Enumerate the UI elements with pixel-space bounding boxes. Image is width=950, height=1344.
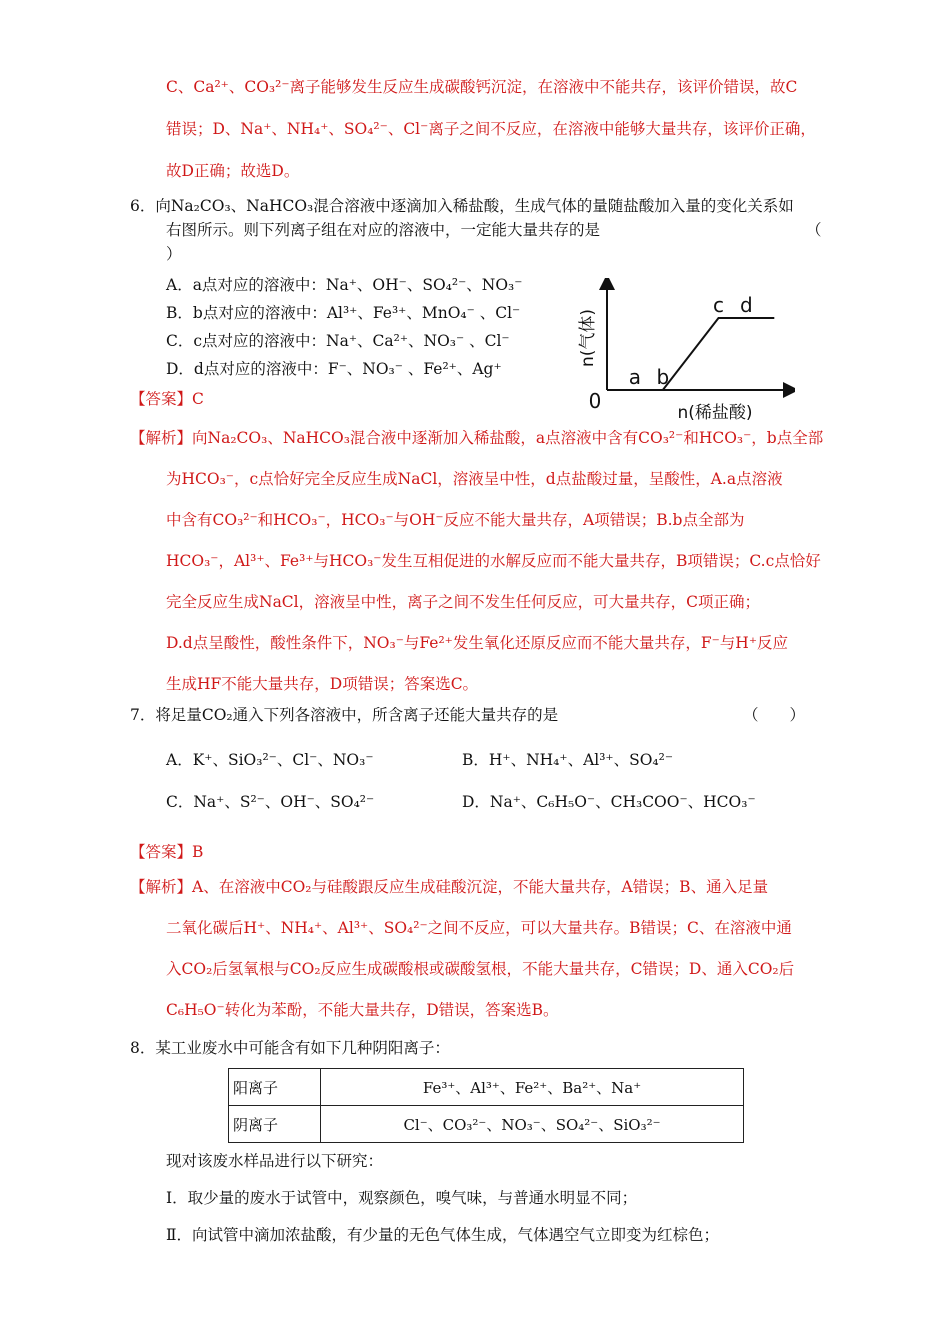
q7-analysis-line-2: 二氧化碳后H⁺、NH₄⁺、Al³⁺、SO₄²⁻之间不反应，可以大量共存。B错误；C、在溶液中通 (166, 919, 792, 937)
q6-analysis-tag: 【解析】 (130, 429, 193, 447)
q7-option-b: B．H⁺、NH₄⁺、Al³⁺、SO₄²⁻ (462, 751, 674, 769)
q7-analysis-tag: 【解析】 (130, 878, 193, 896)
q7-answer-tag: 【答案】 (130, 843, 193, 861)
q6-analysis-text-1: 向Na₂CO₃、NaHCO₃混合液中逐渐加入稀盐酸，a点溶液中含有CO₃²⁻和HCO₃⁻，b点全部 (192, 429, 824, 447)
q8-step-2: Ⅱ．向试管中滴加浓盐酸，有少量的无色气体生成，气体遇空气立即变为红棕色； (166, 1226, 720, 1244)
point-label-a: a (628, 365, 642, 389)
cation-header: 阳离子 (229, 1069, 321, 1106)
cation-values: Fe³⁺、Al³⁺、Fe²⁺、Ba²⁺、Na⁺ (321, 1069, 744, 1106)
q6-answer (130, 389, 204, 409)
anion-header: 阴离子 (229, 1106, 321, 1143)
q6-option-d: D．d点对应的溶液中：F⁻、NO₃⁻ 、Fe²⁺、Ag⁺ (166, 360, 502, 378)
q6-stem-line-2: 右图所示。则下列离子组在对应的溶液中，一定能大量共存的是 (166, 221, 601, 239)
q6-analysis-line-6: D.d点呈酸性，酸性条件下，NO₃⁻与Fe²⁺发生氧化还原反应而不能大量共存，F⁻与H⁺反应 (166, 634, 789, 652)
q6-option-b: B．b点对应的溶液中：Al³⁺、Fe³⁺、MnO₄⁻ 、Cl⁻ (166, 304, 521, 322)
q8-stem: 8．某工业废水中可能含有如下几种阴阳离子： (130, 1039, 450, 1057)
q6-option-c: C．c点对应的溶液中：Na⁺、Ca²⁺、NO₃⁻ 、Cl⁻ (166, 332, 510, 350)
q6-answer-tag: 【答案】 (130, 390, 193, 408)
q6-analysis-line-7: 生成HF不能大量共存，D项错误；答案选C。 (166, 675, 479, 693)
q7-stem: 7．将足量CO₂通入下列各溶液中，所含离子还能大量共存的是 (130, 706, 559, 724)
anion-values: Cl⁻、CO₃²⁻、NO₃⁻、SO₄²⁻、SiO₃²⁻ (321, 1106, 744, 1143)
q6-analysis-line-4: HCO₃⁻，Al³⁺、Fe³⁺与HCO₃⁻发生互相促进的水解反应而不能大量共存，B项错误；C.c点恰好 (166, 552, 821, 570)
gas-vs-acid-chart (565, 278, 795, 430)
q6-analysis-line-3: 中含有CO₃²⁻和HCO₃⁻，HCO₃⁻与OH⁻反应不能大量共存，A项错误；B.b点全部为 (166, 511, 745, 529)
q6-option-a: A．a点对应的溶液中：Na⁺、OH⁻、SO₄²⁻、NO₃⁻ (166, 276, 523, 294)
origin-label: 0 (588, 389, 602, 413)
q7-paren: （ ） (743, 706, 806, 724)
q7-analysis-line-1 (130, 877, 768, 897)
point-label-c: c (713, 293, 724, 317)
prev-analysis-line-2: 错误；D、Na⁺、NH₄⁺、SO₄²⁻、Cl⁻离子之间不反应，在溶液中能够大量共存，该评价正确， (166, 120, 816, 138)
q8-step-1: Ⅰ．取少量的废水于试管中，观察颜色，嗅气味，与普通水明显不同； (166, 1189, 638, 1207)
q6-paren-close: ） (166, 245, 182, 263)
point-label-b: b (656, 365, 670, 389)
q7-analysis-line-3: 入CO₂后氢氧根与CO₂反应生成碳酸根或碳酸氢根，不能大量共存，C错误；D、通入CO₂后 (166, 960, 795, 978)
point-label-d: d (740, 293, 753, 317)
q6-stem-line-1: 6．向Na₂CO₃、NaHCO₃混合溶液中逐滴加入稀盐酸，生成气体的量随盐酸加入量的变化关系如 (130, 197, 794, 215)
q7-answer-value: B (192, 843, 204, 861)
table-row (229, 1069, 744, 1106)
q6-paren-open: （ (806, 221, 822, 239)
q6-analysis-line-2: 为HCO₃⁻，c点恰好完全反应生成NaCl，溶液呈中性，d点盐酸过量，呈酸性，A.a点溶液 (166, 470, 783, 488)
q7-option-a: A．K⁺、SiO₃²⁻、Cl⁻、NO₃⁻ (166, 751, 374, 769)
q6-analysis-line-5: 完全反应生成NaCl，溶液呈中性，离子之间不发生任何反应，可大量共存，C项正确； (166, 593, 760, 611)
table-row (229, 1106, 744, 1143)
q7-option-c: C．Na⁺、S²⁻、OH⁻、SO₄²⁻ (166, 793, 375, 811)
ion-table (228, 1068, 744, 1143)
prev-analysis-line-1: C、Ca²⁺、CO₃²⁻离子能够发生反应生成碳酸钙沉淀，在溶液中不能共存，该评价错误，故C (166, 78, 798, 96)
y-axis-label: n(气体) (578, 308, 598, 368)
q6-analysis-line-1 (130, 428, 823, 448)
q8-intro: 现对该废水样品进行以下研究： (166, 1152, 384, 1170)
q6-answer-value: C (192, 390, 204, 408)
prev-analysis-line-3: 故D正确；故选D。 (166, 162, 300, 180)
q7-option-d: D．Na⁺、C₆H₅O⁻、CH₃COO⁻、HCO₃⁻ (462, 793, 756, 811)
q7-analysis-line-4: C₆H₅O⁻转化为苯酚，不能大量共存，D错误，答案选B。 (166, 1001, 559, 1019)
q7-answer (130, 842, 203, 862)
q7-analysis-text-1: A、在溶液中CO₂与硅酸跟反应生成硅酸沉淀，不能大量共存，A错误；B、通入足量 (192, 878, 769, 896)
x-axis-label: n(稀盐酸) (677, 403, 753, 423)
